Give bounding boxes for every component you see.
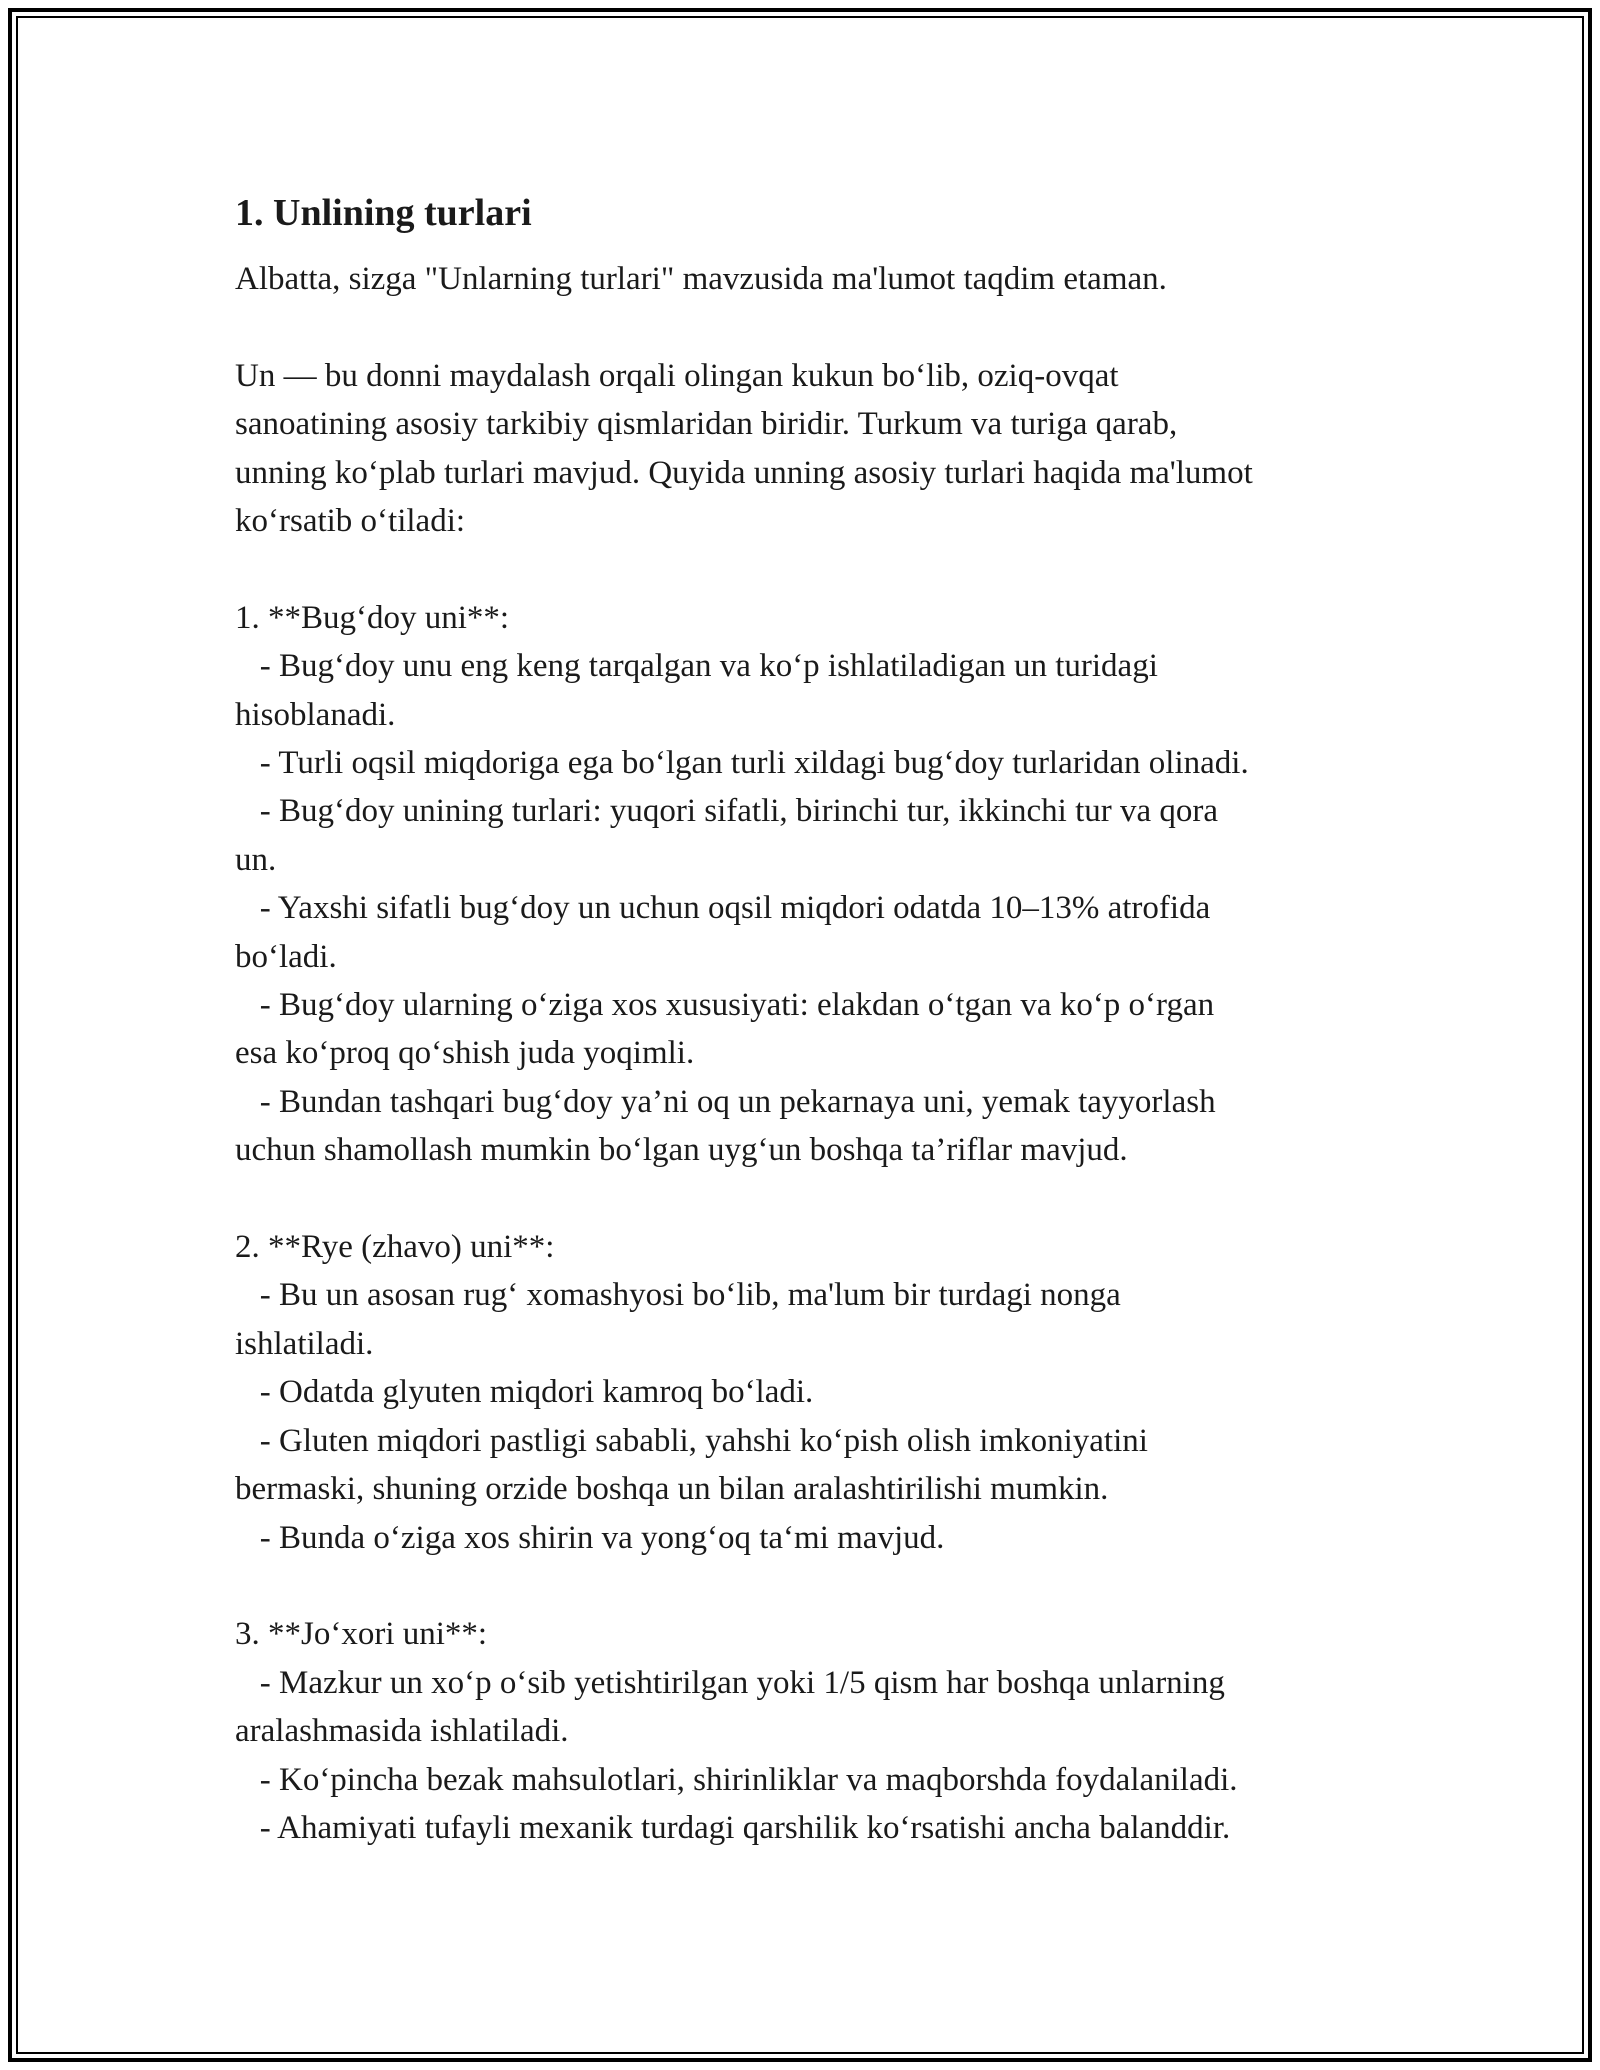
spacer bbox=[235, 303, 1385, 351]
text-line: - Turli oqsil miqdoriga ega bo‘lgan turli xildagi bug‘doy turlaridan olinadi. bbox=[235, 745, 1249, 782]
spacer bbox=[235, 1175, 1385, 1223]
document-body bbox=[235, 185, 1385, 1852]
text-line: uchun shamollash mumkin bo‘lgan uyg‘un boshqa ta’riflar mavjud. bbox=[235, 1132, 1128, 1169]
lead-paragraph bbox=[235, 352, 1385, 546]
text-line: - Bug‘doy unining turlari: yuqori sifatli, birinchi tur, ikkinchi tur va qora bbox=[235, 793, 1219, 830]
section-rye-flour bbox=[235, 1223, 1385, 1562]
text-line: Un — bu donni maydalash orqali olingan kukun bo‘lib, oziq-ovqat bbox=[235, 357, 1119, 394]
text-line: - Ahamiyati tufayli mexanik turdagi qarshilik ko‘rsatishi ancha balanddir. bbox=[235, 1809, 1231, 1846]
text-line: - Yaxshi sifatli bug‘doy un uchun oqsil miqdori odatda 10–13% atrofida bbox=[235, 890, 1211, 927]
section-wheat-flour bbox=[235, 594, 1385, 1175]
text-line: - Bundan tashqari bug‘doy ya’ni oq un pekarnaya uni, yemak tayyorlash bbox=[235, 1083, 1216, 1120]
text-line: bermaski, shuning orzide boshqa un bilan aralashtirilishi mumkin. bbox=[235, 1471, 1109, 1508]
text-line: - Bug‘doy unu eng keng tarqalgan va ko‘p ishlatiladigan un turidagi bbox=[235, 648, 1158, 685]
section-corn-flour bbox=[235, 1610, 1385, 1852]
text-line: - Bunda o‘ziga xos shirin va yong‘oq ta‘mi mavjud. bbox=[235, 1519, 945, 1556]
text-line: - Bug‘doy ularning o‘ziga xos xususiyati: elakdan o‘tgan va ko‘p o‘rgan bbox=[235, 987, 1215, 1024]
section-heading: 2. **Rye (zhavo) uni**: bbox=[235, 1229, 555, 1266]
text-line: - Bu un asosan rug‘ xomashyosi bo‘lib, ma'lum bir turdagi nonga bbox=[235, 1277, 1121, 1314]
section-heading: 3. **Jo‘xori uni**: bbox=[235, 1616, 488, 1653]
intro-paragraph: Albatta, sizga "Unlarning turlari" mavzusida ma'lumot taqdim etaman. bbox=[235, 261, 1167, 297]
text-line: - Ko‘pincha bezak mahsulotlari, shirinliklar va maqborshda foydalaniladi. bbox=[235, 1761, 1238, 1798]
text-line: un. bbox=[235, 841, 277, 878]
section-heading: 1. **Bug‘doy uni**: bbox=[235, 599, 510, 636]
text-line: bo‘ladi. bbox=[235, 938, 337, 975]
page-title: 1. Unlining turlari bbox=[235, 192, 532, 234]
spacer bbox=[235, 545, 1385, 593]
text-line: unning ko‘plab turlari mavjud. Quyida unning asosiy turlari haqida ma'lumot bbox=[235, 454, 1253, 491]
text-line: esa ko‘proq qo‘shish juda yoqimli. bbox=[235, 1035, 695, 1072]
spacer bbox=[235, 1562, 1385, 1610]
text-line: - Odatda glyuten miqdori kamroq bo‘ladi. bbox=[235, 1374, 814, 1411]
text-line: - Mazkur un xo‘p o‘sib yetishtirilgan yoki 1/5 qism har boshqa unlarning bbox=[235, 1664, 1225, 1701]
text-line: ko‘rsatib o‘tiladi: bbox=[235, 503, 466, 540]
text-line: - Gluten miqdori pastligi sababli, yahshi ko‘pish olish imkoniyatini bbox=[235, 1422, 1148, 1459]
text-line: aralashmasida ishlatiladi. bbox=[235, 1713, 569, 1750]
text-line: sanoatining asosiy tarkibiy qismlaridan biridir. Turkum va turiga qarab, bbox=[235, 406, 1178, 443]
text-line: ishlatiladi. bbox=[235, 1325, 374, 1362]
text-line: hisoblanadi. bbox=[235, 696, 396, 733]
